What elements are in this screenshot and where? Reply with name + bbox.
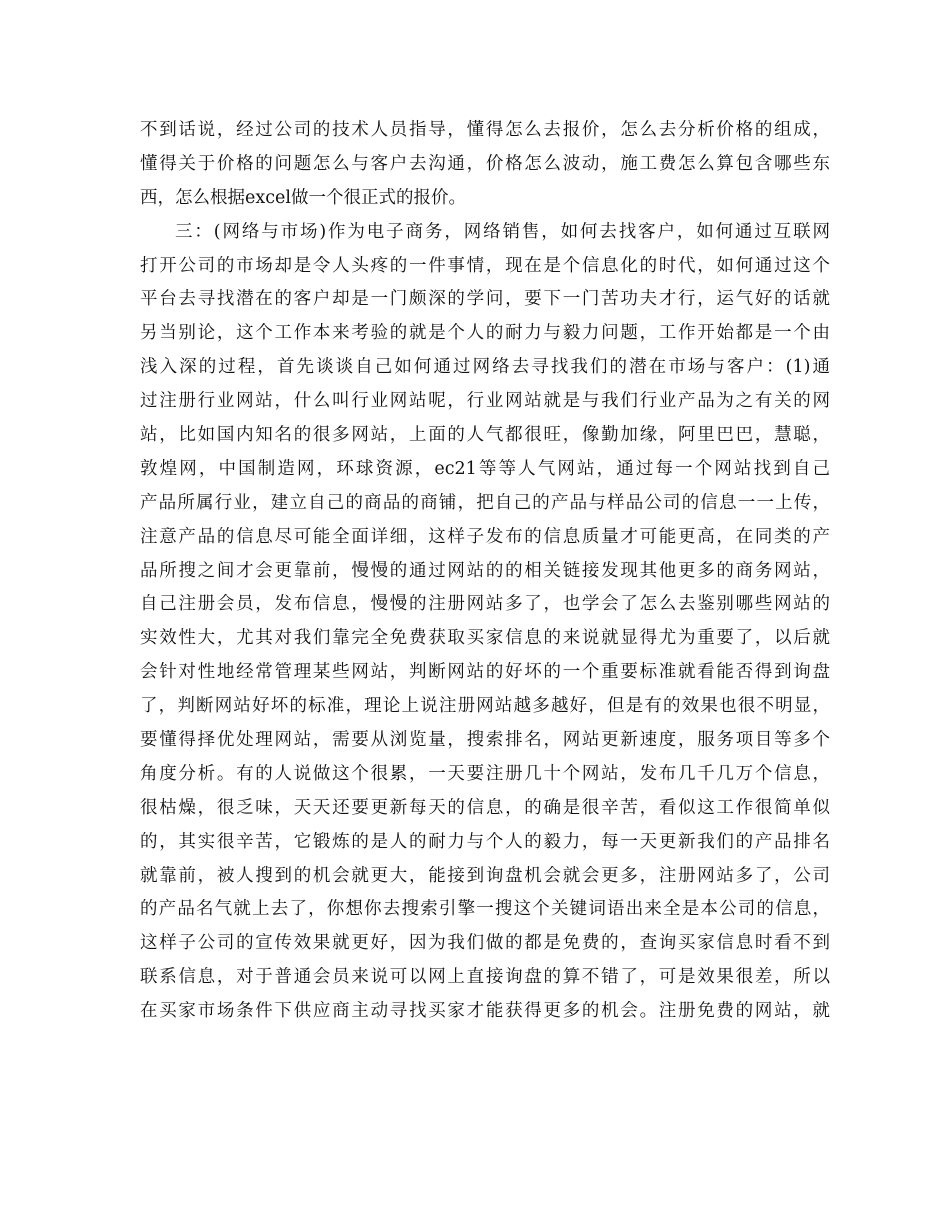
text-line: 过注册行业网站，什么叫行业网站呢，行业网站就是与我们行业产品为之有关的网 [140, 391, 830, 412]
text-line: 在买家市场条件下供应商主动寻找买家才能获得更多的机会。注册免费的网站，就 [140, 1001, 830, 1022]
text-line: 很枯燥，很乏味，天天还要更新每天的信息，的确是很辛苦，看似这工作很简单似 [140, 797, 830, 818]
paragraph-start-line: 三：(网络与市场)作为电子商务，网络销售，如何去找客户，如何通过互联网 [175, 221, 830, 242]
text-line: 产品所属行业，建立自己的商品的商铺，把自己的产品与样品公司的信息一一上传， [140, 492, 830, 513]
text-line: 自己注册会员，发布信息，慢慢的注册网站多了，也学会了怎么去鉴别哪些网站的 [140, 594, 830, 615]
text-line: 懂得关于价格的问题怎么与客户去沟通，价格怎么波动，施工费怎么算包含哪些东 [140, 153, 830, 174]
text-line: 品所搜之间才会更靠前，慢慢的通过网站的的相关链接发现其他更多的商务网站， [140, 560, 830, 581]
text-line: 这样子公司的宣传效果就更好，因为我们做的都是免费的，查询买家信息时看不到 [140, 933, 830, 954]
text-line: 会针对性地经常管理某些网站，判断网站的好坏的一个重要标准就看能否得到询盘 [140, 662, 830, 683]
text-line: 西，怎么根据excel做一个很正式的报价。 [140, 187, 466, 208]
text-line: 的产品名气就上去了，你想你去搜索引擎一搜这个关键词语出来全是本公司的信息， [140, 899, 830, 920]
body-text [140, 114, 830, 1029]
text-line: 不到话说，经过公司的技术人员指导，懂得怎么去报价，怎么去分析价格的组成， [140, 120, 830, 140]
text-line: 站，比如国内知名的很多网站，上面的人气都很旺，像勤加缘，阿里巴巴，慧聪， [140, 425, 830, 446]
text-line: 的，其实很辛苦，它锻炼的是人的耐力与个人的毅力，每一天更新我们的产品排名 [140, 831, 830, 852]
text-line: 要懂得择优处理网站，需要从浏览量，搜索排名，网站更新速度，服务项目等多个 [140, 730, 830, 751]
text-line: 联系信息，对于普通会员来说可以网上直接询盘的算不错了，可是效果很差，所以 [140, 967, 830, 988]
text-line: 就靠前，被人搜到的机会就更大，能接到询盘机会就会更多，注册网站多了，公司 [140, 865, 830, 886]
text-line: 平台去寻找潜在的客户却是一门颇深的学问，要下一门苦功夫才行，运气好的话就 [140, 289, 830, 310]
text-line: 浅入深的过程，首先谈谈自己如何通过网络去寻找我们的潜在市场与客户：(1)通 [140, 357, 830, 378]
text-line: 另当别论，这个工作本来考验的就是个人的耐力与毅力问题，工作开始都是一个由 [140, 323, 830, 344]
text-line: 注意产品的信息尽可能全面详细，这样子发布的信息质量才可能更高，在同类的产 [140, 526, 830, 547]
text-line: 敦煌网，中国制造网，环球资源，ec21等等人气网站，通过每一个网站找到自己 [140, 458, 830, 479]
text-line: 了，判断网站好坏的标准，理论上说注册网站越多越好，但是有的效果也很不明显， [140, 696, 830, 717]
text-line: 打开公司的市场却是令人头疼的一件事情，现在是个信息化的时代，如何通过这个 [140, 255, 830, 276]
text-line: 实效性大，尤其对我们靠完全免费获取买家信息的来说就显得尤为重要了，以后就 [140, 628, 830, 649]
text-line: 角度分析。有的人说做这个很累，一天要注册几十个网站，发布几千几万个信息， [140, 763, 830, 784]
